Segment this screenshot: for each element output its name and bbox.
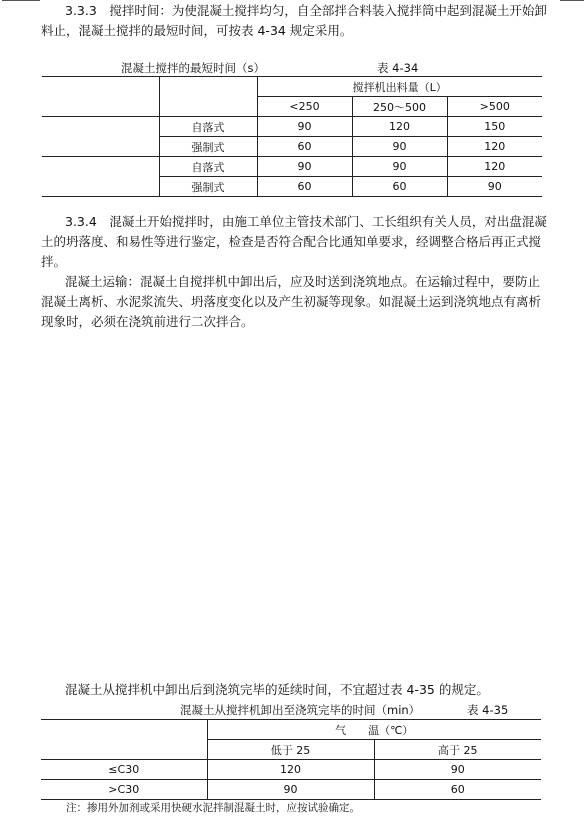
mixer-type-cell: 强制式 [159,177,257,197]
header-blank-cell [159,77,257,117]
section-number: 3.3.3 [65,3,97,18]
table-cell: 60 [352,177,447,197]
header-blank-cell [42,77,159,117]
grade-cell: >C30 [41,780,207,800]
section-3-3-3 [41,1,551,41]
table-cell: 150 [447,117,542,137]
table1-title: 混凝土搅拌的最短时间（s） [121,61,265,75]
group-blank-cell [42,157,159,197]
grade-cell: ≤C30 [41,760,207,780]
table-cell: 60 [257,177,352,197]
table-cell: 90 [374,760,541,780]
table-cell: 60 [374,780,541,800]
mixer-type-cell: 强制式 [159,137,257,157]
table-cell: 120 [447,157,542,177]
table2-note: 注：掺用外加剂或采用快硬水泥拌制混凝土时，应按试验确定。 [66,802,360,814]
header-blank-cell [41,720,207,760]
capacity-col-header: <250 [257,97,352,117]
section-number: 3.3.4 [65,214,97,229]
group-blank-cell [42,117,159,157]
table-cell: 120 [207,760,374,780]
mixer-type-cell: 自落式 [159,157,257,177]
capacity-col-header: 250～500 [352,97,447,117]
table-header-row [41,720,541,740]
table-cell: 90 [352,137,447,157]
mixing-time-table [42,76,542,197]
table-cell: 90 [352,157,447,177]
table-row [41,760,541,780]
table-cell: 120 [447,137,542,157]
mixer-type-cell: 自落式 [159,117,257,137]
temperature-col-header: 高于 25 [374,740,541,760]
pouring-time-table [41,719,541,800]
delay-paragraph [41,680,551,700]
section-text: 混凝土开始搅拌时，由施工单位主管技术部门、工长组织有关人员，对出盘混凝土的坍落度、和易性等进行鉴定，检查是否符合配合比通知单要求，经调整合格后再正式搅拌。 [41,214,547,269]
capacity-header: 搅拌机出料量（L） [257,77,542,97]
table-cell: 90 [447,177,542,197]
table-cell: 90 [257,117,352,137]
table-header-row [42,77,542,97]
paragraph-text: 混凝土从搅拌机中卸出后到浇筑完毕的延续时间，不宜超过表 4-35 的规定。 [65,682,489,697]
table-cell: 90 [207,780,374,800]
temperature-col-header: 低于 25 [207,740,374,760]
capacity-col-header: >500 [447,97,542,117]
table-cell: 120 [352,117,447,137]
table-cell: 90 [257,157,352,177]
section-text: 搅拌时间：为使混凝土搅拌均匀，自全部拌合料装入搅拌筒中起到混凝土开始卸料止，混凝土搅拌的最短时间，可按表 4-34 规定采用。 [41,3,547,38]
table-row [42,117,542,137]
section-3-3-4 [41,212,551,272]
table1-number: 表 4-34 [377,61,419,75]
table2-number: 表 4-35 [467,703,509,717]
table-cell: 60 [257,137,352,157]
temperature-header: 气 温（℃） [207,720,541,740]
transport-paragraph [41,272,551,332]
paragraph-text: 混凝土运输：混凝土自搅拌机中卸出后，应及时送到浇筑地点。在运输过程中，要防止混凝土离析、水泥浆流失、坍落度变化以及产生初凝等现象。如混凝土运到浇筑地点有离析现象时，必须在浇筑前进行二次拌合。 [41,274,542,329]
table-row [41,780,541,800]
table-row [42,157,542,177]
table2-title: 混凝土从搅拌机卸出至浇筑完毕的时间（min） [180,703,421,717]
